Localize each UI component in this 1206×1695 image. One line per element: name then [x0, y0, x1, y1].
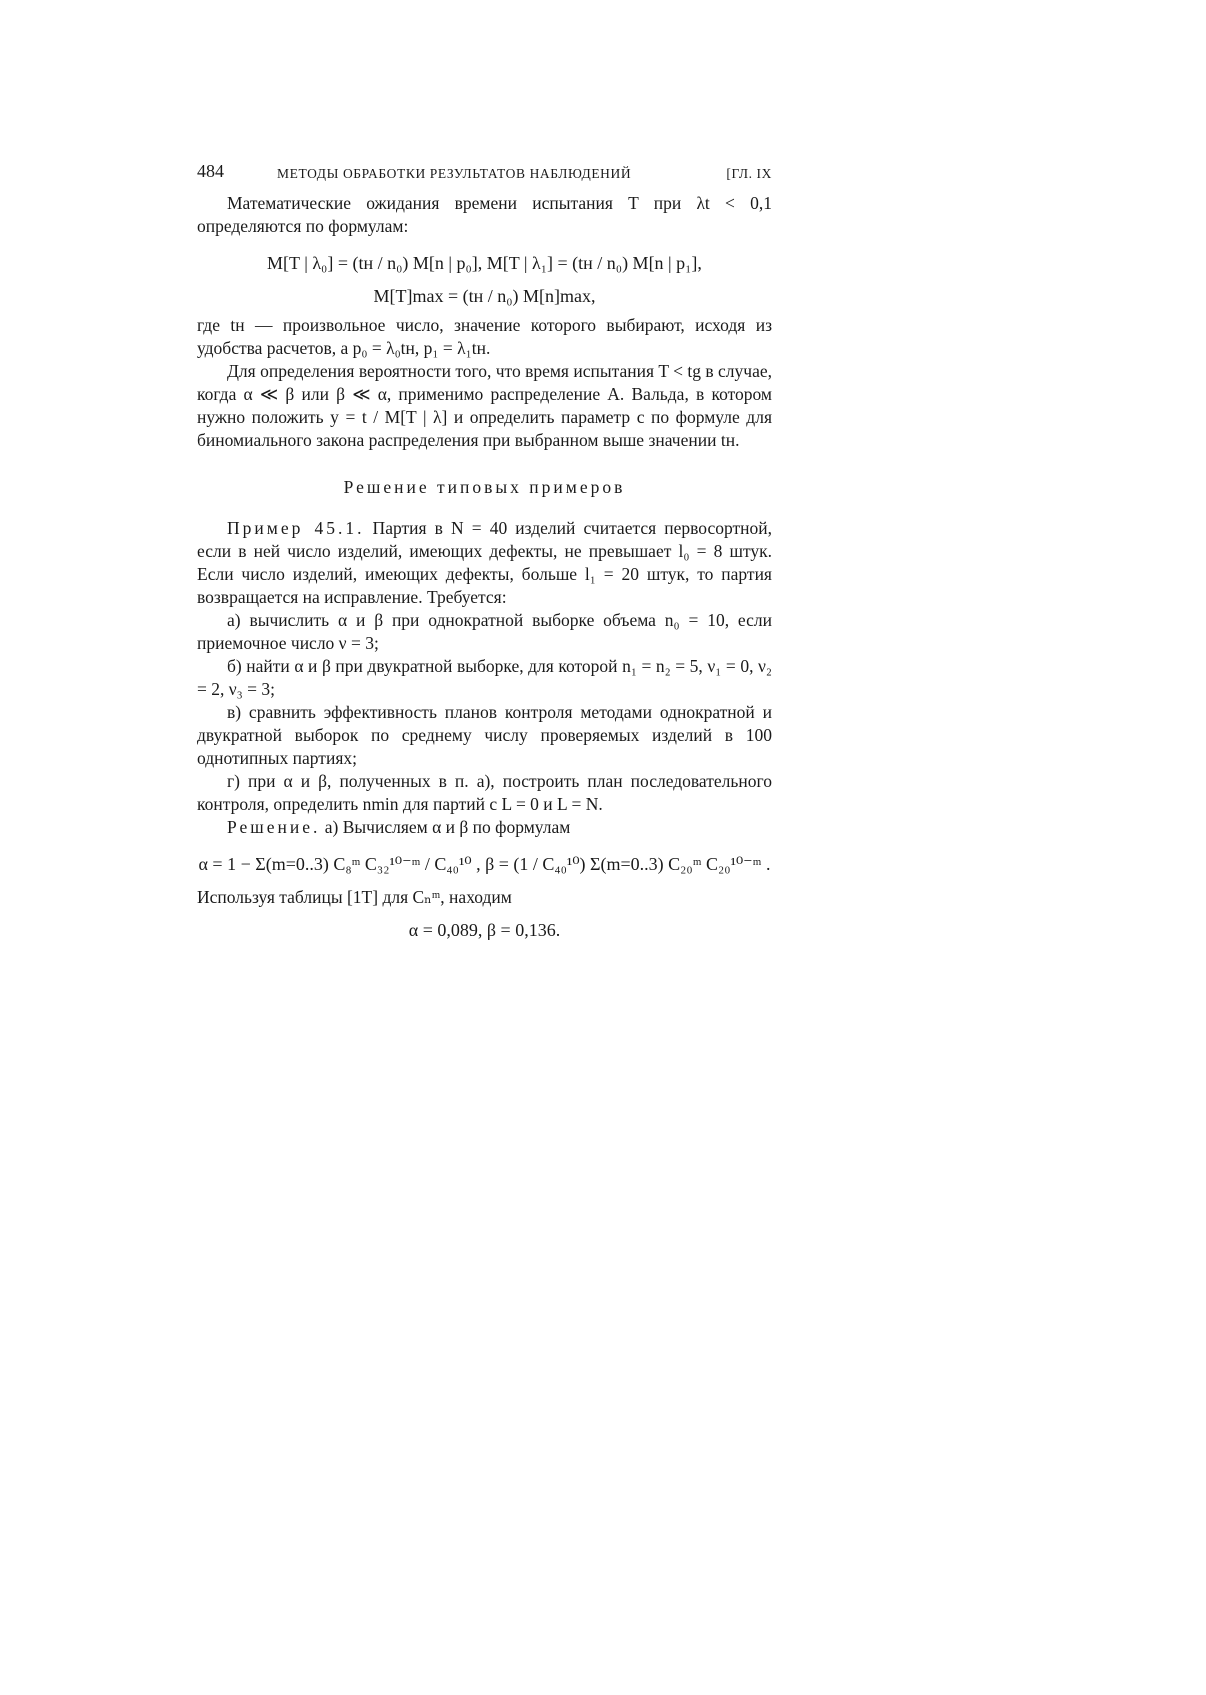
paragraph-tables: Используя таблицы [1T] для Cₙᵐ, находим: [197, 887, 512, 907]
paragraph-intro: Математические ожидания времени испытания T при λt < 0,1 определяются по формулам:: [197, 193, 772, 236]
chapter-reference: [ГЛ. IX: [726, 166, 772, 181]
book-page: [197, 160, 772, 942]
solution-text: а) Вычисляем α и β по формулам: [320, 817, 571, 837]
result-values: α = 0,089, β = 0,136.: [408, 920, 561, 940]
section-title: Решение типовых примеров: [343, 477, 626, 497]
formula-max: M[T]max = (tн / n₀) M[n]max,: [373, 286, 596, 306]
item-a: а) вычислить α и β при однократной выборке объема n₀ = 10, если приемочное число ν = 3;: [197, 610, 772, 653]
item-c: в) сравнить эффективность планов контроля методами однократной и двукратной выборок по среднему числу проверяемых изделий в 100 однотипных партиях;: [197, 702, 772, 768]
example-text: Партия в N = 40 изделий считается первосортной, если в ней число изделий, имеющих дефекты, не превышает l₀ = 8 штук. Если число изделий, имеющих дефекты, больше l₁ = 20 штук, то партия возвращается на исправление. Требуется:: [197, 518, 772, 607]
paragraph-tn: где tн — произвольное число, значение которого выбирают, исходя из удобства расчетов, а p₀ = λ₀tн, p₁ = λ₁tн.: [197, 315, 772, 358]
page-number: 484: [197, 161, 224, 181]
paragraph-wald: Для определения вероятности того, что время испытания T < tg в случае, когда α ≪ β или β ≪ α, применимо распределение А. Вальда, в котором нужно положить y = t / M[T | λ] и определить параметр c по формуле для биномиального закона распределения при выбранном выше значении tн.: [197, 361, 772, 450]
example-label: Пример 45.1.: [227, 518, 365, 538]
item-d: г) при α и β, полученных в п. а), построить план последовательного контроля, определить nmin для партий с L = 0 и L = N.: [197, 771, 772, 814]
solution-label: Решение.: [227, 817, 321, 837]
formula-expectations: M[T | λ₀] = (tн / n₀) M[n | p₀], M[T | λ₁] = (tн / n₀) M[n | p₁],: [267, 253, 702, 273]
item-b: б) найти α и β при двукратной выборке, для которой n₁ = n₂ = 5, ν₁ = 0, ν₂ = 2, ν₃ = 3;: [197, 656, 772, 699]
example-paragraph: [197, 517, 772, 609]
page-header: [197, 160, 772, 184]
formula-alpha-beta: α = 1 − Σ(m=0..3) C₈ᵐ C₃₂¹⁰⁻ᵐ / C₄₀¹⁰ , β = (1 / C₄₀¹⁰) Σ(m=0..3) C₂₀ᵐ C₂₀¹⁰⁻ᵐ .: [198, 854, 771, 874]
solution-paragraph: [197, 816, 772, 839]
running-title: МЕТОДЫ ОБРАБОТКИ РЕЗУЛЬТАТОВ НАБЛЮДЕНИЙ: [277, 166, 632, 181]
